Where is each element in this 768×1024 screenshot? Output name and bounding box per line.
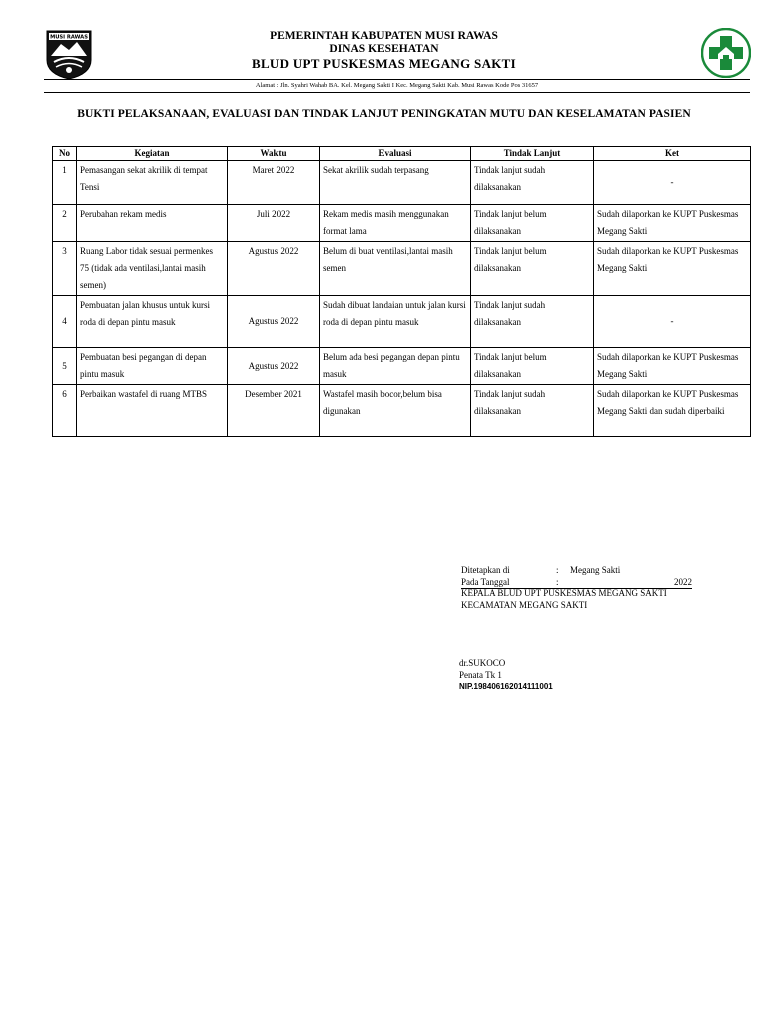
row-number: 4 [53,296,77,348]
cell-evaluasi: Rekam medis masih menggunakan format lama [320,205,471,242]
cell-evaluasi: Belum di buat ventilasi,lantai masih semen [320,242,471,296]
column-header: No [53,147,77,161]
header-department: DINAS KESEHATAN [329,43,439,55]
signatory-name: dr.SUKOCO [459,658,506,668]
document-title: BUKTI PELAKSANAAN, EVALUASI DAN TINDAK LANJUT PENINGKATAN MUTU DAN KESELAMATAN PASIEN [77,108,691,120]
cell-evaluasi: Belum ada besi pegangan depan pintu masuk [320,348,471,385]
table-row [53,348,751,385]
column-header: Ket [594,147,751,161]
cell-waktu: Desember 2021 [228,385,320,437]
cell-tindak-lanjut: Tindak lanjut sudah dilaksanakan [471,296,594,348]
cell-kegiatan: Perubahan rekam medis [77,205,228,242]
cell-ket: - [594,161,751,205]
cell-ket: Sudah dilaporkan ke KUPT Puskesmas Megang Sakti [594,348,751,385]
colon: : [556,577,559,587]
header-address: Alamat : Jln. Syahri Wahab BA. Kel. Megang Sakti I Kec. Megang Sakti Kab. Musi Rawas Kode Pos 31657 [255,82,539,89]
ditetapkan-value: Megang Sakti [570,565,621,575]
table-header-row [53,147,751,161]
position-line-1: KEPALA BLUD UPT PUSKESMAS MEGANG SAKTI [461,588,667,598]
cell-kegiatan: Ruang Labor tidak sesuai permenkes 75 (tidak ada ventilasi,lantai masih semen) [77,242,228,296]
header-rule-bottom [44,92,750,93]
header-institution: BLUD UPT PUSKESMAS MEGANG SAKTI [251,56,517,71]
column-header: Kegiatan [77,147,228,161]
row-number: 5 [53,348,77,385]
position-line-2: KECAMATAN MEGANG SAKTI [461,600,588,610]
cell-tindak-lanjut: Tindak lanjut belum dilaksanakan [471,348,594,385]
signatory-rank: Penata Tk 1 [459,670,502,680]
cell-ket: - [594,296,751,348]
cell-waktu: Agustus 2022 [228,296,320,348]
cell-waktu: Agustus 2022 [228,348,320,385]
cell-waktu: Juli 2022 [228,205,320,242]
header-government: PEMERINTAH KABUPATEN MUSI RAWAS [270,30,498,42]
colon: : [556,565,559,575]
cell-evaluasi: Sudah dibuat landaian untuk jalan kursi roda di depan pintu masuk [320,296,471,348]
tanggal-label: Pada Tanggal [461,577,510,587]
table-row [53,296,751,348]
ditetapkan-label: Ditetapkan di [461,565,510,575]
row-number: 3 [53,242,77,296]
row-number: 6 [53,385,77,437]
cell-waktu: Maret 2022 [228,161,320,205]
tanggal-value: 2022 [674,577,692,587]
logo-text: MUSI RAWAS [50,34,88,41]
table-row [53,242,751,296]
column-header: Tindak Lanjut [471,147,594,161]
cell-tindak-lanjut: Tindak lanjut sudah dilaksanakan [471,161,594,205]
cell-kegiatan: Pemasangan sekat akrilik di tempat Tensi [77,161,228,205]
cell-kegiatan: Pembuatan jalan khusus untuk kursi roda di depan pintu masuk [77,296,228,348]
table-row [53,385,751,437]
cell-kegiatan: Pembuatan besi pegangan di depan pintu masuk [77,348,228,385]
row-number: 1 [53,161,77,205]
cell-tindak-lanjut: Tindak lanjut belum dilaksanakan [471,205,594,242]
header-rule-top [44,79,750,80]
column-header: Evaluasi [320,147,471,161]
row-number: 2 [53,205,77,242]
cell-tindak-lanjut: Tindak lanjut belum dilaksanakan [471,242,594,296]
table-row [53,205,751,242]
cell-ket: Sudah dilaporkan ke KUPT Puskesmas Megang Sakti [594,205,751,242]
cell-tindak-lanjut: Tindak lanjut sudah dilaksanakan [471,385,594,437]
cell-ket: Sudah dilaporkan ke KUPT Puskesmas Megang Sakti dan sudah diperbaiki [594,385,751,437]
table-row [53,161,751,205]
signatory-nip: NIP.198406162014111001 [459,682,553,691]
evaluation-table [52,146,751,437]
cell-kegiatan: Perbaikan wastafel di ruang MTBS [77,385,228,437]
cell-evaluasi: Wastafel masih bocor,belum bisa digunakan [320,385,471,437]
cell-ket: Sudah dilaporkan ke KUPT Puskesmas Megang Sakti [594,242,751,296]
column-header: Waktu [228,147,320,161]
cell-evaluasi: Sekat akrilik sudah terpasang [320,161,471,205]
cell-waktu: Agustus 2022 [228,242,320,296]
